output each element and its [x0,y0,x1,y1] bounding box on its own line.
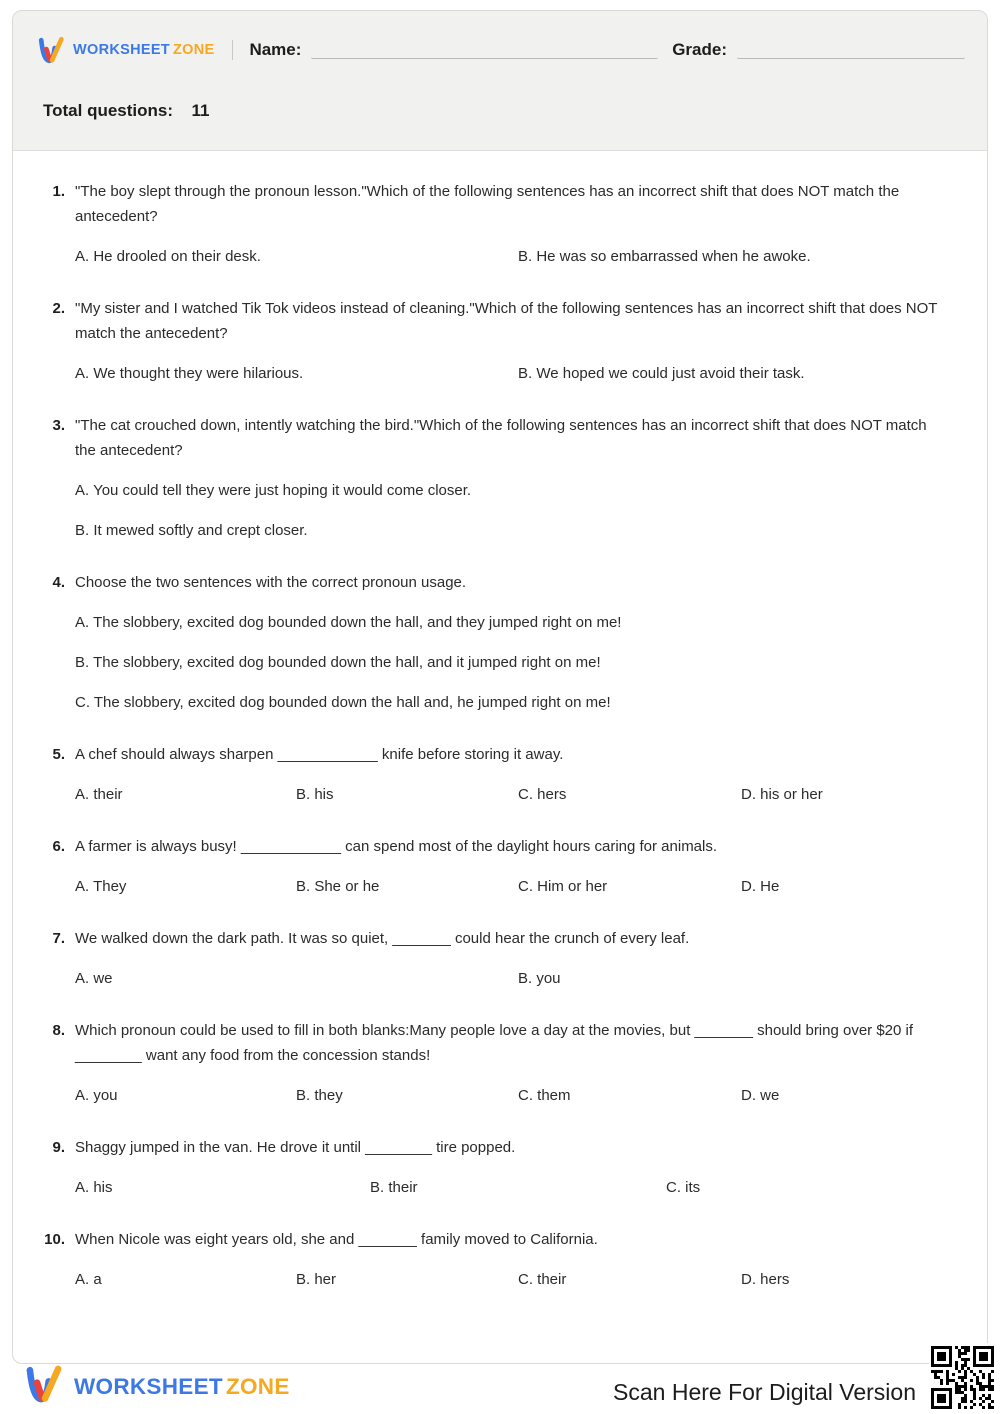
answer-option: A. their [75,786,123,803]
answer-options [75,244,947,269]
answer-options [75,1175,947,1200]
total-questions-row [37,101,965,121]
question-item-9 [31,1135,947,1200]
answer-options [75,1267,947,1292]
question-text: "The boy slept through the pronoun lesson."Which of the following sentences has an incorrect shift that does NOT match the antecedent? [75,183,900,225]
question-number: 5. [52,746,65,763]
name-input-line[interactable] [311,41,658,59]
answer-option: C. their [518,1271,567,1288]
answer-option: B. his [296,786,334,803]
answer-option: B. We hoped we could just avoid their task. [518,365,805,382]
answer-option: A. We thought they were hilarious. [75,365,304,382]
question-text: Choose the two sentences with the correct pronoun usage. [75,574,467,591]
question-body [75,1018,947,1108]
question-item-7 [31,926,947,991]
answer-option: B. they [296,1087,343,1104]
qr-code [929,1343,997,1413]
header-divider [232,40,233,60]
question-number: 6. [52,838,65,855]
answer-options [75,874,947,899]
answer-option: B. He was so embarrassed when he awoke. [518,248,811,265]
question-text: Shaggy jumped in the van. He drove it until ________ tire popped. [75,1139,516,1156]
worksheetzone-logo [37,35,214,65]
answer-option: A. They [75,878,127,895]
question-number: 7. [52,930,65,947]
footer-logo-icon [24,1363,66,1410]
question-number: 4. [52,574,65,591]
question-body [75,413,947,543]
answer-options [75,966,947,991]
header-row [37,35,965,65]
question-item-2 [31,296,947,386]
footer-logo-text [74,1374,290,1400]
total-questions-value: 11 [191,101,210,120]
answer-option: A. a [75,1271,102,1288]
question-body [75,570,947,715]
answer-options [75,1083,947,1108]
answer-option: D. his or her [741,786,823,803]
answer-option: B. She or he [296,878,380,895]
questions-list [13,151,987,1292]
worksheetzone-logo-icon [37,35,67,65]
answer-option: B. their [370,1179,418,1196]
question-body [75,1135,947,1200]
question-text: When Nicole was eight years old, she and _______ family moved to California. [75,1231,598,1248]
answer-options [75,361,947,386]
question-item-5 [31,742,947,807]
answer-option: C. hers [518,786,567,803]
answer-option: A. The slobbery, excited dog bounded down the hall, and they jumped right on me! [75,614,622,631]
question-item-8 [31,1018,947,1108]
answer-option: A. You could tell they were just hoping it would come closer. [75,482,472,499]
question-body [75,926,947,991]
question-text: We walked down the dark path. It was so quiet, _______ could hear the crunch of every leaf. [75,930,690,947]
worksheet-container [12,10,988,1364]
answer-option: C. The slobbery, excited dog bounded down the hall and, he jumped right on me! [75,694,611,711]
question-text: A farmer is always busy! ____________ can spend most of the daylight hours caring for animals. [75,838,718,855]
answer-option: C. Him or her [518,878,608,895]
grade-input-line[interactable] [737,41,965,59]
question-item-3 [31,413,947,543]
question-number: 10. [44,1231,65,1248]
answer-option: A. we [75,970,113,987]
question-text: "My sister and I watched Tik Tok videos instead of cleaning."Which of the following sentences has an incorrect shift that does NOT match the antecedent? [75,300,938,342]
question-number: 2. [52,300,65,317]
footer-brand-worksheet: WORKSHEET [74,1373,223,1399]
answer-option: A. He drooled on their desk. [75,248,261,265]
question-text: "The cat crouched down, intently watching the bird."Which of the following sentences has an incorrect shift that does NOT match the antecedent? [75,417,927,459]
question-body [75,179,947,269]
question-text: Which pronoun could be used to fill in both blanks:Many people love a day at the movies, but _______ should bring over $20 if ________ want any food from the concession stands! [75,1022,914,1064]
answer-option: A. his [75,1179,113,1196]
answer-option: B. The slobbery, excited dog bounded down the hall, and it jumped right on me! [75,654,601,671]
answer-option: A. you [75,1087,118,1104]
question-body [75,1227,947,1292]
answer-option: C. its [666,1179,701,1196]
brand-worksheet: WORKSHEET [73,42,170,58]
question-body [75,296,947,386]
answer-option: B. It mewed softly and crept closer. [75,522,308,539]
answer-options [75,610,947,715]
footer-brand-zone: ZONE [225,1373,290,1399]
question-item-1 [31,179,947,269]
scan-here-text: Scan Here For Digital Version [613,1379,916,1405]
question-number: 3. [52,417,65,434]
question-body [75,742,947,807]
question-number: 8. [52,1022,65,1039]
question-item-10 [31,1227,947,1292]
total-questions-label: Total questions: [43,101,174,120]
grade-label: Grade: [672,40,727,59]
brand-zone: ZONE [172,42,215,58]
name-label: Name: [249,40,302,59]
question-body [75,834,947,899]
question-item-4 [31,570,947,715]
answer-option: D. hers [741,1271,790,1288]
answer-option: D. we [741,1087,780,1104]
question-number: 9. [52,1139,65,1156]
worksheetzone-logo-text [73,42,214,58]
answer-option: D. He [741,878,780,895]
question-item-6 [31,834,947,899]
footer-worksheetzone-logo [24,1363,290,1410]
page-footer [0,1364,1000,1414]
question-number: 1. [52,183,65,200]
answer-option: B. her [296,1271,337,1288]
answer-options [75,782,947,807]
sheet-header [13,11,987,151]
answer-options [75,478,947,543]
question-text: A chef should always sharpen ____________ knife before storing it away. [75,746,564,763]
answer-option: C. them [518,1087,571,1104]
answer-option: B. you [518,970,561,987]
